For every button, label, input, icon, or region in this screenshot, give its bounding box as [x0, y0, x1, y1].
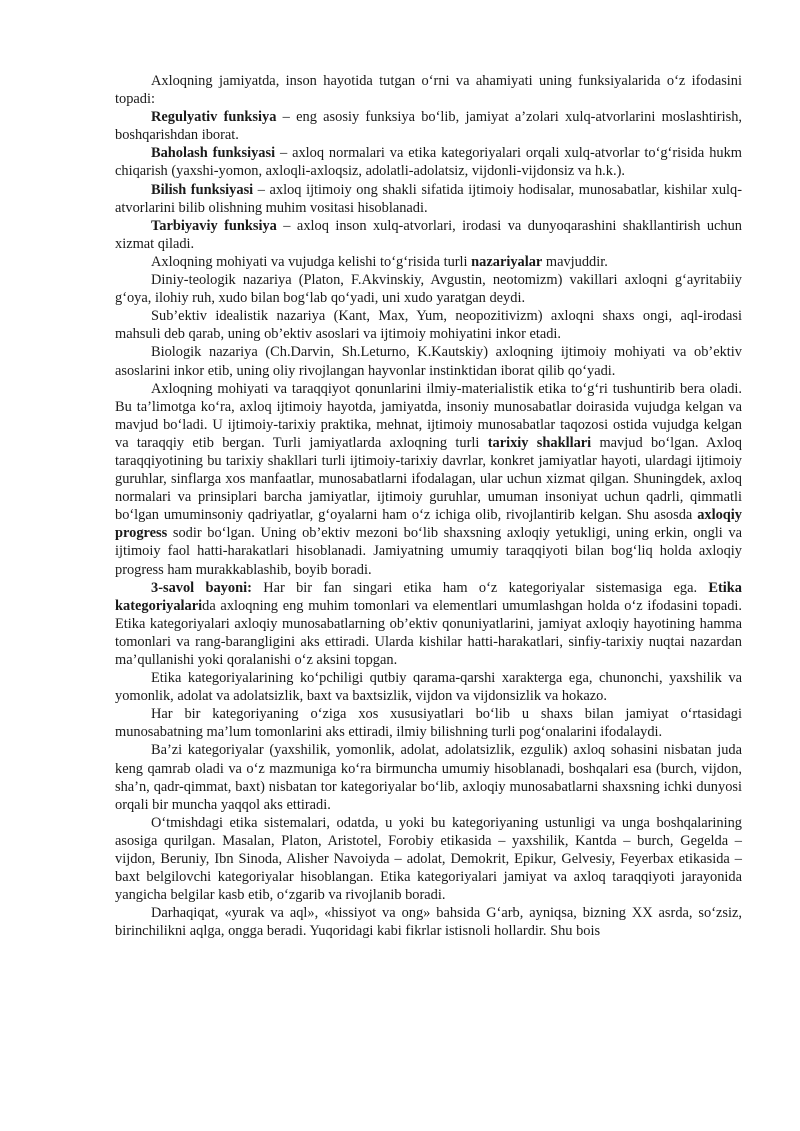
text-run: Ba’zi kategoriyalar (yaxshilik, yomonlik, adolat, adolatsizlik, ezgulik) axloq sohasini nisbatan juda keng qamrab oladi va o‘z mazmuniga ko‘ra birmuncha umumiy hisoblanadi, boshqalari esa (burch, vijdon, sha’n, qadr-qimmat, baxt) nisbatan tor kategoriyalar bo‘lib, axloqiy munosabatlarni shaxsning ichki dunyosi orqali bir muncha yaqqol aks ettiradi.	[115, 742, 742, 813]
text-run: Biologik nazariya (Ch.Darvin, Sh.Leturno, K.Kautskiy) axloqning ijtimoiy mohiyati va ob’ektiv asoslarini inkor etib, uning oliy rivojlangan hayvonlar instinktidan iborat qilib qo‘yadi.	[115, 344, 742, 379]
text-run: Sub’ektiv idealistik nazariya (Kant, Max, Yum, neopozitivizm) axloqni shaxs ongi, aql-irodasi mahsuli deb qarab, uning ob’ektiv asoslari va ijtimoiy mohiyatini inkor etadi.	[115, 308, 742, 343]
document-body	[115, 72, 742, 941]
paragraph	[115, 343, 742, 379]
paragraph	[115, 904, 742, 940]
text-run: da axloqning eng muhim tomonlari va elementlari umumlashgan holda o‘z ifodasini topadi. Etika kategoriyalari axloqiy munosabatlarning ob’ektiv qonuniyatlarini, jamiyat axloqiy hayotining hamma tomonlari va rang-barangligini aks ettiradi. Ularda kishilar hatti-harakatlari, sinfiy-tarixiy nuqtai nazardan ma’qullanishi yoki qoralanishi o‘z aksini topgan.	[115, 597, 742, 668]
bold-term: Regulyativ funksiya	[151, 109, 277, 126]
paragraph	[115, 380, 742, 579]
bold-term: Bilish funksiyasi	[151, 181, 254, 198]
bold-term: tarixiy shakllari	[487, 434, 592, 451]
text-run: Etika kategoriyalarining ko‘pchiligi qutbiy qarama-qarshi xarakterga ega, chunonchi, yaxshilik va yomonlik, adolat va adolatsizlik, baxt va baxtsizlik, vijdon va vijdonsizlik va hokazo.	[115, 670, 742, 705]
text-run: Axloqning mohiyati va taraqqiyot qonunlarini ilmiy-materialistik etika to‘g‘ri tushuntirib bera oladi. Bu ta’limotga ko‘ra, axloq ijtimoiy hayotda, jamiyatda, insoniy munosabatlar doirasida vujudga kelgan va mavjud bo‘ladi. U ijtimoiy-tarixiy praktika, mehnat, ijtimoiy munosabatlar taqozosi ostida vujudga kelgan va taraqqiy etib bergan. Turli jamiyatlarda axloqning turli	[115, 380, 742, 451]
text-run: Har bir kategoriyaning o‘ziga xos xususiyatlari bo‘lib u shaxs bilan jamiyat o‘rtasidagi munosabatning ma’lum tomonlarini aks ettiradi, ilmiy bilishning turli pog‘onalarini ifodalaydi.	[115, 706, 742, 741]
text-run: Diniy-teologik nazariya (Platon, F.Akvinskiy, Avgustin, neotomizm) vakillari axloqni g‘ayritabiiy g‘oya, ilohiy ruh, xudo bilan bog‘lab qo‘yadi, uni xudo yaratgan deydi.	[115, 272, 742, 307]
text-run: – eng asosiy funksiya bo‘lib, jamiyat a’zolari xulq-atvorlarini moslashtirish, boshqarishdan iborat.	[115, 109, 742, 144]
text-run: Darhaqiqat, «yurak va aql», «hissiyot va ong» bahsida G‘arb, ayniqsa, bizning XX asrda, so‘zsiz, birinchilikni aqlga, ongga beradi. Yuqoridagi kabi fikrlar istisnoli hollardir. Shu bois	[115, 905, 742, 940]
paragraph	[115, 307, 742, 343]
paragraph	[115, 253, 742, 271]
text-run: sodir bo‘lgan. Uning ob’ektiv mezoni bo‘lib shaxsning axloqiy yetukligi, uning erkin, ongli va ijtimoiy faol hatti-harakatlari hisoblanadi. Jamiyatning umumiy taraqqiyoti bilan bog‘liq holda axloqiy progress ham murakkablashib, boyib boradi.	[115, 525, 742, 578]
text-run: O‘tmishdagi etika sistemalari, odatda, u yoki bu kategoriyaning ustunligi va unga boshqalarining asosiga qurilgan. Masalan, Platon, Aristotel, Forobiy etikasida – yaxshilik, Kantda – burch, Gegelda – vijdon, Beruniy, Ibn Sinoda, Alisher Navoiyda – adolat, Demokrit, Epikur, Gelvesiy, Feyerbax etikasida – baxt belgilovchi kategoriyalar hisoblangan. Etika kategoriyalari jamiyat va axloq taraqqiyoti jarayonida yangicha belgilar kasb etib, o‘zgarib va rivojlanib boradi.	[115, 814, 742, 904]
paragraph	[115, 705, 742, 741]
paragraph	[115, 144, 742, 180]
paragraph	[115, 217, 742, 253]
bold-term: Baholash funksiyasi	[151, 145, 276, 162]
paragraph	[115, 181, 742, 217]
text-run: – axloq inson xulq-atvorlari, irodasi va dunyoqarashini shakllantirish uchun xizmat qiladi.	[115, 217, 743, 252]
text-run: Har bir fan singari etika ham o‘z kategoriyalar sistemasiga ega.	[251, 579, 709, 596]
paragraph	[115, 741, 742, 813]
text-run: – axloq normalari va etika kategoriyalari orqali xulq-atvorlar to‘g‘risida hukm chiqarish (yaxshi-yomon, axloqli-axloqsiz, adolatli-adolatsiz, vijdonli-vijdonsiz va h.k.).	[115, 145, 742, 180]
paragraph	[115, 669, 742, 705]
text-run: Axloqning jamiyatda, inson hayotida tutgan o‘rni va ahamiyati uning funksiyalarida o‘z ifodasini topadi:	[115, 73, 742, 108]
text-run: Axloqning mohiyati va vujudga kelishi to‘g‘risida turli	[151, 253, 472, 270]
paragraph	[115, 814, 742, 904]
bold-term: axloqiy progress	[115, 507, 742, 542]
paragraph	[115, 108, 742, 144]
bold-term: 3-savol bayoni:	[151, 579, 252, 596]
text-run: mavjuddir.	[542, 253, 608, 270]
bold-term: Tarbiyaviy funksiya	[151, 217, 277, 234]
text-run: – axloq ijtimoiy ong shakli sifatida ijtimoiy hodisalar, munosabatlar, kishilar xulq-atvorlarini bilib olishning muhim vositasi hisoblanadi.	[115, 181, 742, 216]
bold-term: nazariyalar	[471, 253, 543, 270]
paragraph	[115, 72, 742, 108]
text-run: mavjud bo‘lgan. Axloq taraqqiyotining bu tarixiy shakllari turli ijtimoiy-tarixiy davrlar, konkret jamiyatlar hayoti, ulardagi ijtimoiy guruhlar, sinflarga xos manfaatlar, munosabatlarni ifodalagan, ular uchun xizmat qilgan. Shuningdek, axloq normalari va prinsiplari barcha jamiyatlar, ijtimoiy guruhlar, umuman insoniyat uchun qadrli, qimmatli bo‘lgan umuminsoniy qadriyatlar, g‘oyalarni ham o‘z ichiga olib, rivojlantirib kelgan. Shu asosda	[115, 434, 742, 524]
bold-term: Etika kategoriyalari	[115, 579, 742, 614]
paragraph	[115, 579, 742, 669]
paragraph	[115, 271, 742, 307]
